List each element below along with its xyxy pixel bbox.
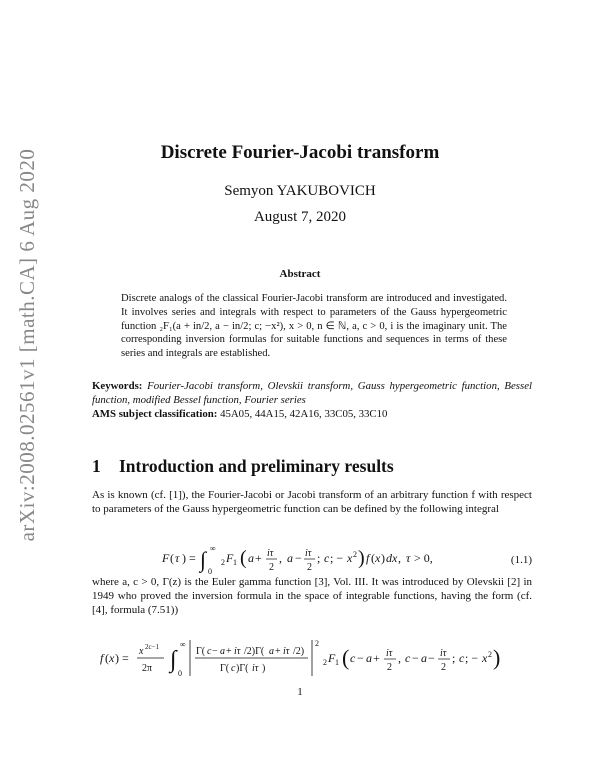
equation-1-1 xyxy=(92,540,532,580)
svg-text:a: a xyxy=(366,651,372,665)
equation-1-1-graphic xyxy=(92,540,532,580)
svg-text:Γ(: Γ( xyxy=(220,663,230,674)
svg-text:2: 2 xyxy=(387,662,392,673)
svg-text:∫: ∫ xyxy=(200,547,207,572)
svg-text:> 0,: > 0, xyxy=(414,551,433,565)
svg-text:; −: ; − xyxy=(465,651,479,665)
svg-text:iτ: iτ xyxy=(267,548,274,559)
svg-text:) =: ) = xyxy=(182,551,196,565)
svg-text:−: − xyxy=(295,551,302,565)
equation-inversion xyxy=(92,630,532,690)
svg-text:): ) xyxy=(493,645,501,670)
keywords-label: Keywords xyxy=(92,380,139,392)
svg-text:2: 2 xyxy=(315,639,319,648)
svg-text:) =: ) = xyxy=(115,651,129,665)
svg-text:): ) xyxy=(262,663,266,674)
svg-text:iτ: iτ xyxy=(252,663,259,674)
svg-text:+: + xyxy=(275,646,281,657)
svg-text:;: ; xyxy=(317,551,321,565)
svg-text:iτ: iτ xyxy=(386,648,393,659)
svg-text:/2): /2) xyxy=(293,646,305,657)
svg-text:τ: τ xyxy=(406,551,411,565)
equation-inversion-graphic xyxy=(92,630,532,690)
svg-text:2: 2 xyxy=(221,558,225,567)
svg-text:2: 2 xyxy=(323,658,327,667)
svg-text:): ) xyxy=(358,547,365,569)
section-number: 1 xyxy=(92,456,101,476)
svg-text:τ: τ xyxy=(175,551,180,565)
paper-date: August 7, 2020 xyxy=(253,209,347,225)
svg-text:∫: ∫ xyxy=(170,647,177,673)
svg-text:c: c xyxy=(350,651,356,665)
paper-title: Discrete Fourier-Jacobi transform xyxy=(160,142,440,163)
svg-text:2: 2 xyxy=(441,662,446,673)
svg-text:dx: dx xyxy=(386,551,398,565)
page-number: 1 xyxy=(297,686,303,698)
paper-author: Semyon YAKUBOVICH xyxy=(224,183,376,199)
svg-text:c: c xyxy=(207,646,212,657)
svg-text:x: x xyxy=(482,651,488,665)
keywords-block: Keywords: Fourier-Jacobi transform, Olevskii transform, Gauss hypergeometric function, Bessel function, modified Bessel function, Fourier series AMS subject classification: 45A05, 44A15, 42A16, 33C05, 33C10 xyxy=(92,380,532,420)
svg-text:iτ: iτ xyxy=(283,646,290,657)
svg-text:iτ: iτ xyxy=(234,646,241,657)
svg-text:0: 0 xyxy=(208,567,212,576)
svg-text:2: 2 xyxy=(353,550,357,559)
svg-text:c: c xyxy=(459,651,465,665)
svg-text:+: + xyxy=(226,646,232,657)
svg-text:iτ: iτ xyxy=(305,548,312,559)
section-heading xyxy=(92,456,394,477)
ams-label: AMS subject classification xyxy=(92,407,214,420)
svg-text:−: − xyxy=(357,651,364,665)
equation-1-1-label: (1.1) xyxy=(510,554,532,566)
svg-text:x: x xyxy=(347,551,353,565)
svg-text:c: c xyxy=(405,651,411,665)
svg-text:/2)Γ(: /2)Γ( xyxy=(244,646,265,657)
arxiv-identifier: arXiv:2008.02561v1 [math.CA] 6 Aug 2020 xyxy=(15,148,39,542)
svg-text:+: + xyxy=(255,551,262,565)
svg-text:f: f xyxy=(366,551,370,565)
svg-text:2: 2 xyxy=(269,562,274,573)
svg-text:(: ( xyxy=(105,651,109,665)
svg-text:−: − xyxy=(428,651,435,665)
svg-text:,: , xyxy=(279,551,282,565)
svg-text:0: 0 xyxy=(178,669,182,678)
svg-text:a: a xyxy=(269,646,274,657)
abstract-heading: Abstract xyxy=(279,268,321,280)
svg-text:∞: ∞ xyxy=(210,544,216,553)
svg-text:2c−1: 2c−1 xyxy=(145,643,160,651)
svg-text:a: a xyxy=(220,646,225,657)
svg-text:c: c xyxy=(324,551,330,565)
svg-text:+: + xyxy=(373,651,380,665)
svg-text:F: F xyxy=(226,551,234,565)
svg-text:f: f xyxy=(100,651,104,665)
svg-text:; −: ; − xyxy=(330,551,344,565)
section-title: Introduction and preliminary results xyxy=(119,456,394,476)
svg-text:x: x xyxy=(139,646,144,657)
svg-text:2: 2 xyxy=(488,650,492,659)
svg-text:(: ( xyxy=(342,645,350,670)
svg-text:2π: 2π xyxy=(142,663,153,674)
svg-text:a: a xyxy=(248,551,254,565)
intro-paragraph-1: As is known (cf. [1]), the Fourier-Jacobi or Jacobi transform of an arbitrary function f with respect to parameters of the Gauss hypergeometric function can be defined by the following integral xyxy=(92,489,532,516)
svg-text:Γ(: Γ( xyxy=(196,646,206,657)
svg-text:iτ: iτ xyxy=(440,648,447,659)
svg-text:x: x xyxy=(109,651,115,665)
svg-text:−: − xyxy=(412,651,419,665)
keywords-text: Fourier-Jacobi transform, Olevskii transform, Gauss hypergeometric function, Bessel function, modified Bessel function, Fourier series xyxy=(92,380,532,406)
svg-text:(: ( xyxy=(170,551,174,565)
svg-text:2: 2 xyxy=(307,562,312,573)
svg-text:(: ( xyxy=(371,551,375,565)
svg-text:∞: ∞ xyxy=(180,640,186,649)
svg-text:F: F xyxy=(162,551,170,565)
svg-text:1: 1 xyxy=(233,558,237,567)
svg-text:x: x xyxy=(375,551,381,565)
svg-text:c: c xyxy=(231,663,236,674)
svg-text:,: , xyxy=(398,551,401,565)
abstract-text: Discrete analogs of the classical Fourier-Jacobi transform are introduced and investigated. It involves series and integrals with respect to parameters of the Gauss hypergeometric function ₂F₁(a + in/2, a − in/2; c; −x²), x > 0, n ∈ ℕ, a, c > 0, i is the imaginary unit. The corresponding inversion formulas for suitable functions and sequences in terms of these series and integrals are established. xyxy=(121,293,507,360)
svg-text:,: , xyxy=(398,651,401,665)
svg-text:−: − xyxy=(212,646,218,657)
svg-text:a: a xyxy=(421,651,427,665)
ams-text: 45A05, 44A15, 42A16, 33C05, 33C10 xyxy=(220,407,388,420)
intro-paragraph-2: where a, c > 0, Γ(z) is the Euler gamma function [3], Vol. III. It was introduced by Olevskii [2] in 1949 who proved the inversion formula in the space of integrable functions, having the form (cf. [4], formula (7.51)) xyxy=(92,576,532,617)
svg-text:): ) xyxy=(381,551,385,565)
svg-text:(: ( xyxy=(240,547,247,569)
svg-text:)Γ(: )Γ( xyxy=(236,663,249,674)
svg-text:1: 1 xyxy=(335,658,339,667)
svg-text:;: ; xyxy=(452,651,456,665)
svg-text:F: F xyxy=(328,651,336,665)
svg-text:a: a xyxy=(287,551,293,565)
